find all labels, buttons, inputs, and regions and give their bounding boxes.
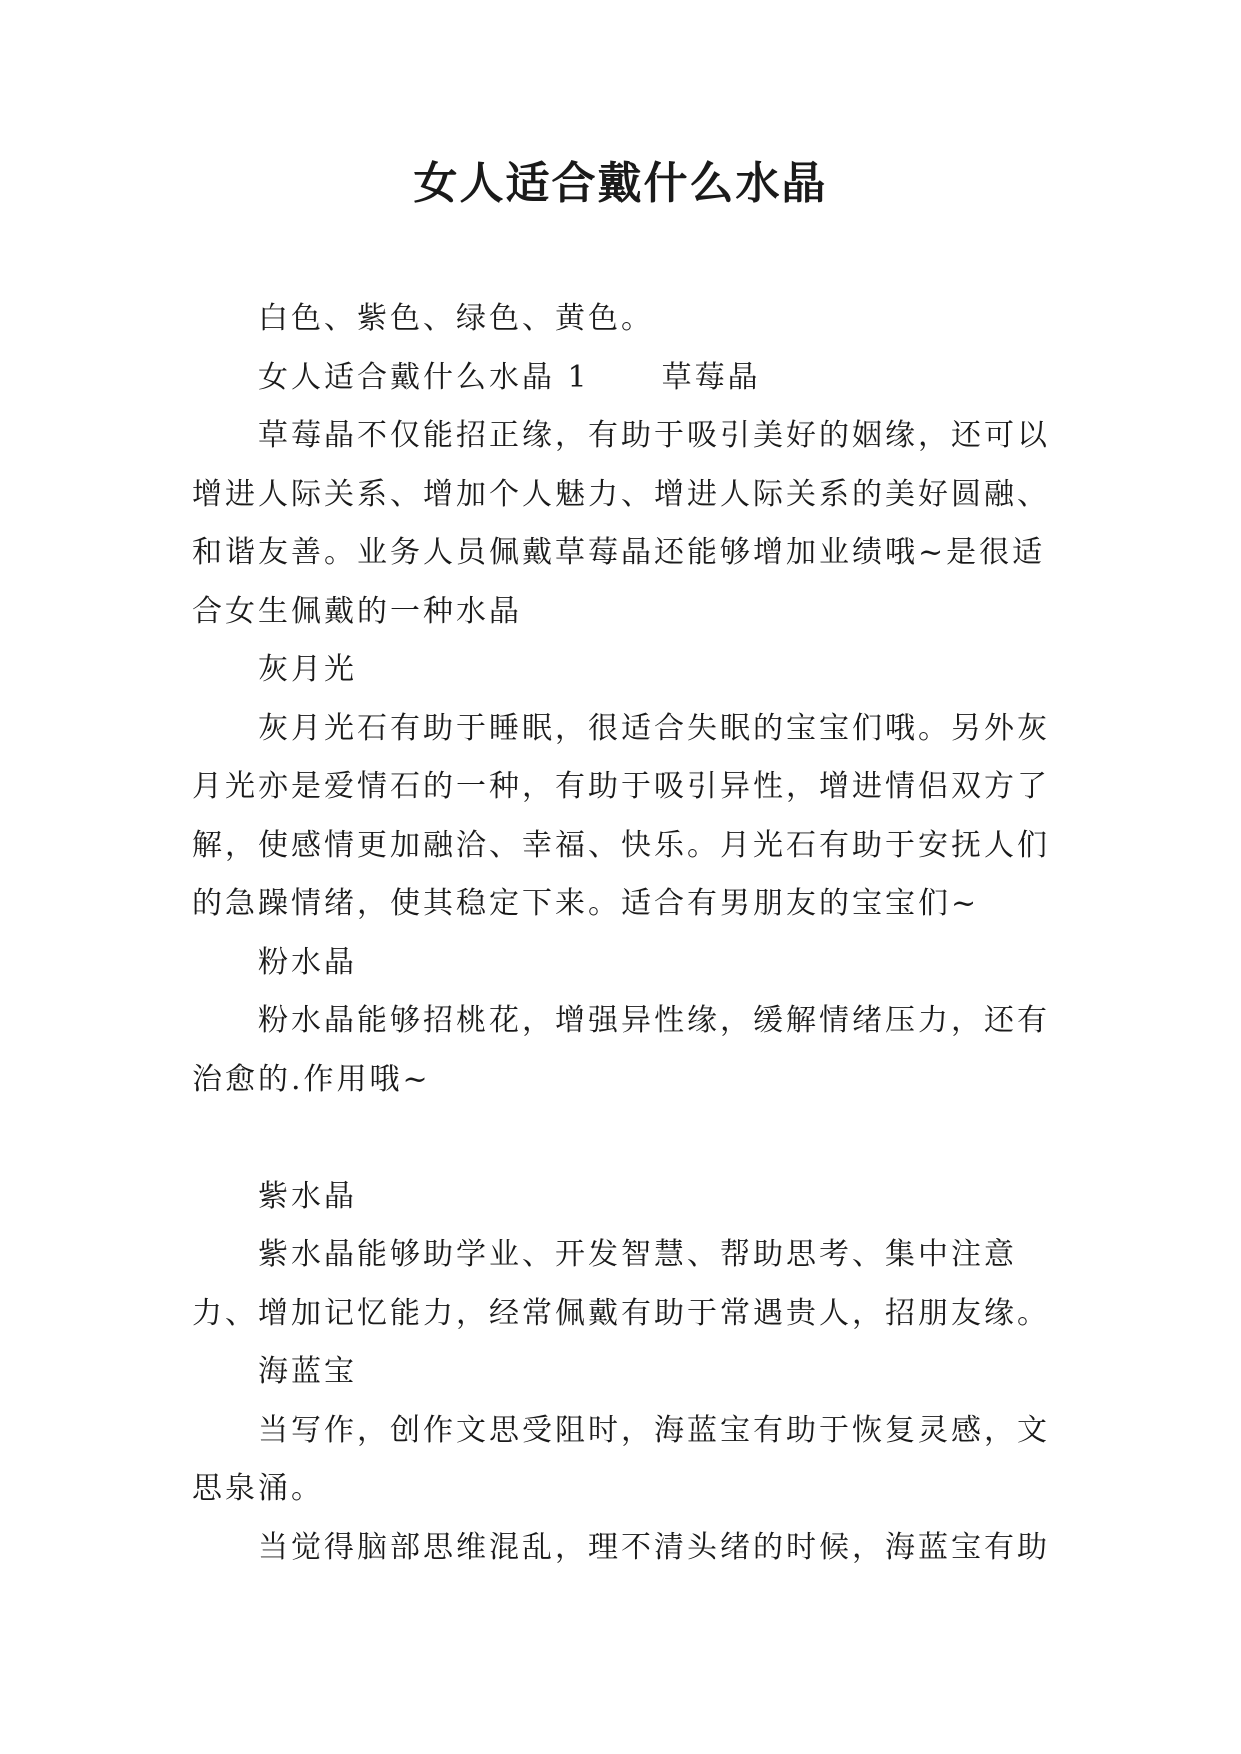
section-heading-text: 女人适合戴什么水晶 1	[258, 359, 590, 395]
paragraph: 紫水晶能够助学业、开发智慧、帮助思考、集中注意力、增加记忆能力，经常佩戴有助于常遇贵人，招朋友缘。	[192, 1237, 1050, 1331]
paragraph: 当觉得脑部思维混乱，理不清头绪的时候，海蓝宝有助	[258, 1529, 1050, 1565]
document-title: 女人适合戴什么水晶	[413, 158, 828, 209]
subheading: 紫水晶	[258, 1178, 357, 1214]
paragraph: 草莓晶不仅能招正缘，有助于吸引美好的姻缘，还可以增进人际关系、增加个人魅力、增进人际关系的美好圆融、和谐友善。业务人员佩戴草莓晶还能够增加业绩哦~是很适合女生佩戴的一种水晶	[192, 418, 1050, 629]
paragraph: 当写作，创作文思受阻时，海蓝宝有助于恢复灵感，文思泉涌。	[192, 1412, 1050, 1506]
paragraph: 灰月光石有助于睡眠，很适合失眠的宝宝们哦。另外灰月光亦是爱情石的一种，有助于吸引异性，增进情侣双方了解，使感情更加融洽、幸福、快乐。月光石有助于安抚人们的急躁情绪，使其稳定下来。适合有男朋友的宝宝们~	[192, 710, 1050, 921]
paragraph: 粉水晶能够招桃花，增强异性缘，缓解情绪压力，还有治愈的.作用哦~	[192, 1003, 1050, 1097]
subheading: 海蓝宝	[258, 1354, 357, 1389]
paragraph: 白色、紫色、绿色、黄色。	[258, 301, 654, 336]
document-body	[192, 290, 1072, 1577]
subheading: 粉水晶	[258, 944, 357, 980]
section-heading	[192, 349, 1072, 408]
subheading: 灰月光	[258, 652, 357, 687]
subheading-strawberry-quartz: 草莓晶	[661, 359, 761, 395]
